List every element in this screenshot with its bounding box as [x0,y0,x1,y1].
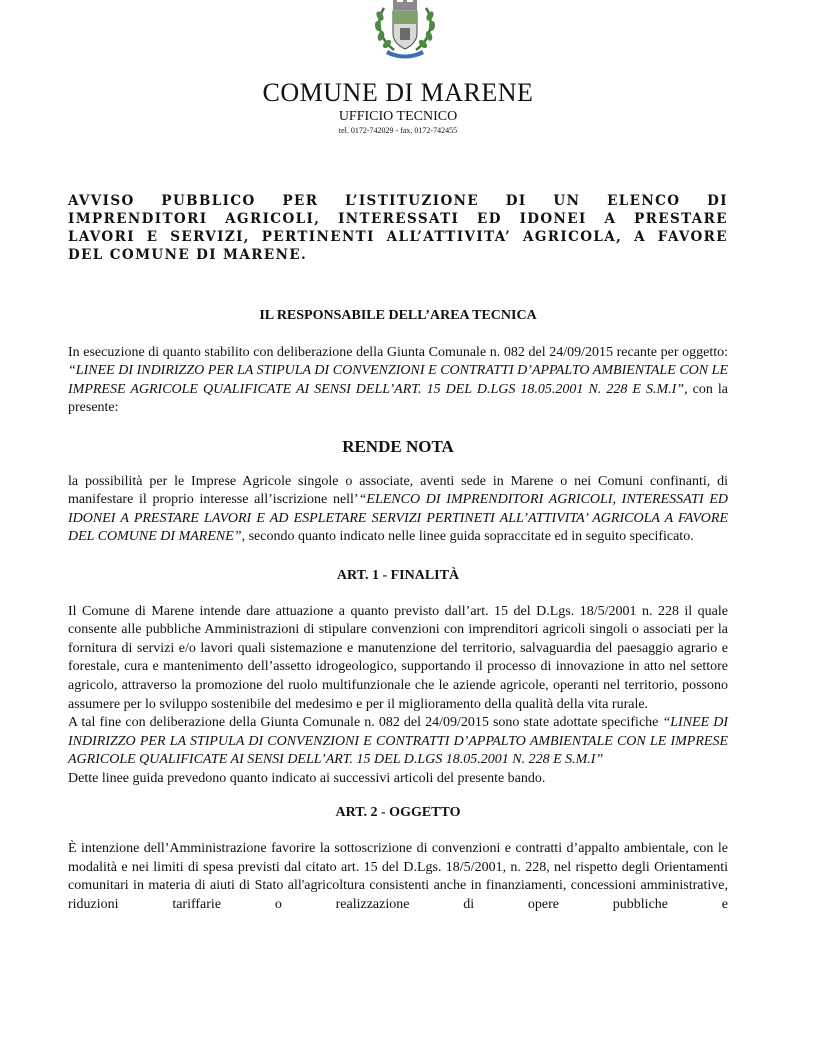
art1-paragraph-2 [68,714,728,770]
rende-nota-text-end: , secondo quanto indicato nelle linee guida sopraccitate ed in seguito specificato. [241,529,694,545]
rende-nota-paragraph [68,473,728,547]
notice-heading: AVVISO PUBBLICO PER L’ISTITUZIONE DI UN ELENCO DI IMPRENDITORI AGRICOLI, INTERESSATI ED IDONEI A PRESTARE LAVORI E SERVIZI, PERTINENTI ALL’ATTIVITA’ AGRICOLA, A FAVORE DEL COMUNE DI MARENE. [68,193,728,263]
art1-guidelines-title: “LINEE DI INDIRIZZO PER LA STIPULA DI CONVENZIONI E CONTRATTI D’APPALTO AMBIENTALE CON LE IMPRESE AGRICOLE QUALIFICATE AI SENSI DELL’ART. 15 DEL D.LGS 18.05.2001 N. 228 E S.M.I” [68,715,729,768]
office-name: UFFICIO TECNICO [338,109,458,124]
intro-text-end: , con la presente: [68,381,728,416]
intro-resolution-title: “LINEE DI INDIRIZZO PER LA STIPULA DI CONVENZIONI E CONTRATTI D’APPALTO AMBIENTALE CON LE IMPRESE AGRICOLE QUALIFICATE AI SENSI DELL’ART. 15 DEL D.LGS 18.05.2001 N. 228 E S.M.I” [68,363,728,397]
art2-heading: ART. 2 - OGGETTO [335,805,461,821]
art1-paragraph-3: Dette linee guida prevedono quanto indicato ai successivi articoli del presente bando. [68,770,546,786]
art2-paragraph-1: È intenzione dell’Amministrazione favorire la sottoscrizione di convenzioni e contratti d’appalto ambientale, con le modalità e nei limiti di spesa previsti dal citato art. 15 del D.Lgs. 18/5/2001, n. 228, nel rispetto degli Orientamenti comunitari in materia di aiuti di Stato all'agricoltura consistenti anche in finanziamenti, concessioni amministrative, riduzioni tariffarie o realizzazione di opere pubbliche e [68,841,728,912]
municipal-coat-of-arms-icon [370,0,440,62]
rende-nota-heading: RENDE NOTA [342,436,454,456]
rende-nota-text-start: la possibilità per le Imprese Agricole singole o associate, aventi sede in Marene o nei Comuni confinanti, di manifestare il proprio interesse all’iscrizione nell’ [68,473,728,508]
rende-nota-list-title: “ELENCO DI IMPRENDITORI AGRICOLI, INTERESSATI ED IDONEI A PRESTARE LAVORI E AD ESPLETARE SERVIZI PERTINETI ALL’ATTIVITA’ AGRICOLA A FAVORE DEL COMUNE DI MARENE” [68,492,728,545]
responsabile-heading: IL RESPONSABILE DELL’AREA TECNICA [259,308,537,323]
document-body [68,192,728,914]
art1-paragraph-2-start: A tal fine con deliberazione della Giunta Comunale n. 082 del 24/09/2015 sono state adottate specifiche [68,715,663,731]
intro-paragraph [68,344,728,418]
art1-heading: ART. 1 - FINALITÀ [336,567,460,583]
municipality-title: COMUNE DI MARENE [262,78,534,107]
intro-text-start: In esecuzione di quanto stabilito con deliberazione della Giunta Comunale n. 082 del 24/09/2015 recante per oggetto: [68,344,728,360]
contact-numbers: tel. 0172-742029 - fax. 0172-742455 [338,126,458,135]
art1-paragraph-1: Il Comune di Marene intende dare attuazione a quanto previsto dall’art. 15 del D.Lgs. 18/5/2001 n. 228 il quale consente alle pubbliche Amministrazioni di stipulare convenzioni con imprenditori agricoli singoli o associati per la fornitura di servizi e/o lavori quali sistemazione e manutenzione del territorio, salvaguardia del paesaggio agrario e forestale, cura e mantenimento dell’assetto idrogeologico, supportando il processo di innovazione in atto nel settore agricolo, attraverso la promozione del ruolo multifunzionale che le aziende agricole, operanti nel territorio, possono assumere per lo sviluppo sostenibile del medesimo e per il miglioramento della qualità della vita rurale. [68,603,728,712]
